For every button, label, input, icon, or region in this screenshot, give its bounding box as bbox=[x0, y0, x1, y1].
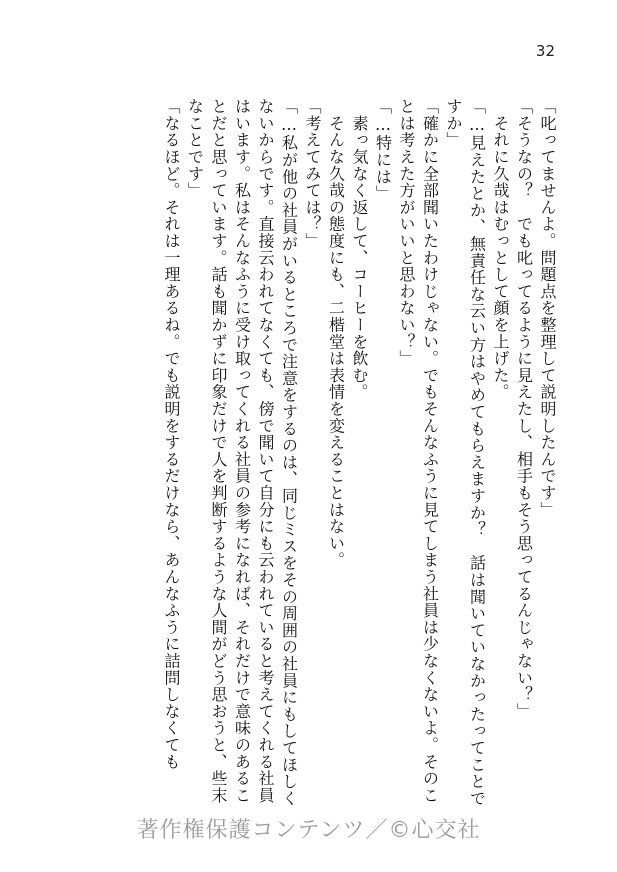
text-line: 「…特には」 bbox=[373, 98, 393, 202]
text-line: そんな久哉の態度にも、二楷堂は表情を変えることはない。 bbox=[326, 98, 346, 569]
text-line: 「確かに全部聞いたわけじゃない。でもそんなふうに見てしまう社員は少なくないよ。そのことは考えた方がいいと思わない？」 bbox=[397, 98, 440, 804]
text-line: 「…見えたとか、無責任な云い方はやめてもらえますか？ 話は聞いていなかったってことですか」 bbox=[444, 98, 487, 807]
text-line: それに久哉はむっとして顔を上げた。 bbox=[491, 98, 510, 401]
text-line: 「叱ってませんよ。問題点を整理して説明したんです」 bbox=[538, 98, 557, 518]
text-line: 「そうなの？ でも叱ってるように見えたし、相手もそう思ってるんじゃない？」 bbox=[514, 98, 534, 720]
text-line: 素っ気なく返して、コーヒーを飲む。 bbox=[350, 98, 369, 401]
copyright-watermark: 著作権保護コンテンツ／©心交社 bbox=[136, 818, 481, 843]
text-line: 「なるほど。それは一理あるね。でも説明をするだけなら、あんなふうに詰問しなくても bbox=[162, 98, 181, 770]
text-line: 「…私が他の社員がいるところで注意をするのは、同じミスをその周囲の社員にもしてほしくないからです。直接云われてなくても、傍で聞いて自分にも云われていると考えてくれる社員はいます。私はそんなふうに受け取ってくれる社員の参考になれば、それだけで意味のあることだと思っています。話も聞かずに印象だけで人を判断するような人間がどう思おうと、些末なことです」 bbox=[185, 98, 299, 807]
novel-text-column bbox=[89, 98, 559, 808]
page-number: 32 bbox=[535, 42, 555, 60]
text-line: 「考えてみては？」 bbox=[303, 98, 322, 250]
